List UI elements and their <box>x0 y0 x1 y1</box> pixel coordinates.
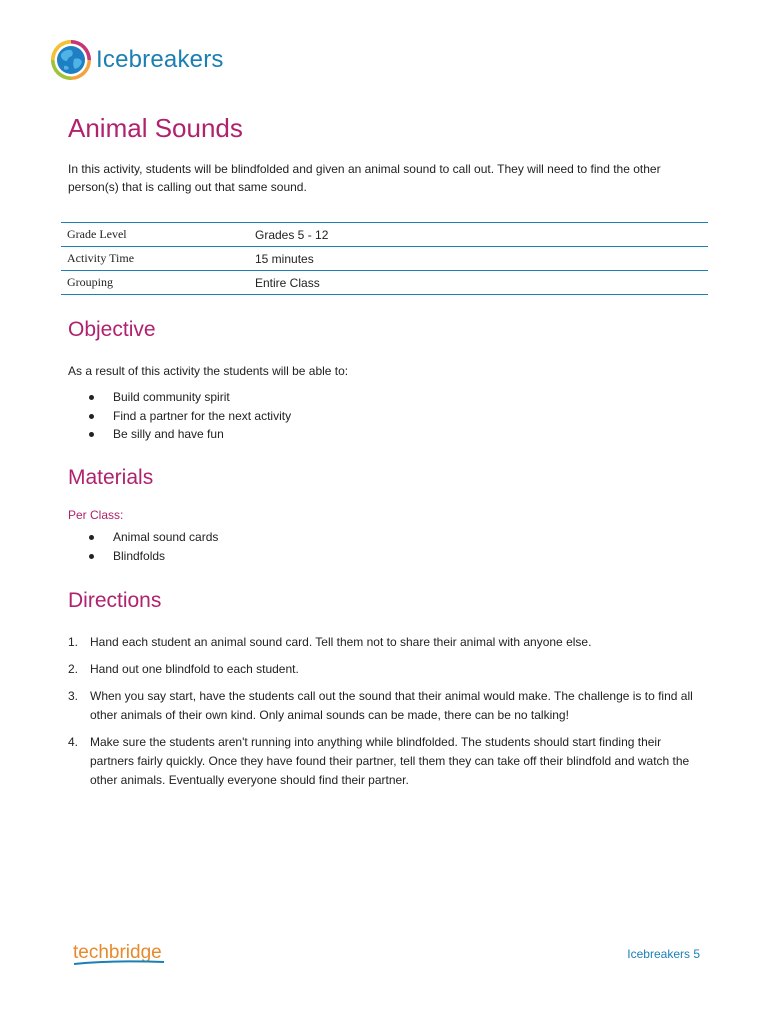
list-item-text: Find a partner for the next activity <box>113 408 292 423</box>
bullet-icon <box>89 554 94 559</box>
grade-level-label: Grade Level <box>61 223 249 247</box>
list-item <box>68 547 218 566</box>
techbridge-wordmark: techbridge <box>73 942 162 963</box>
list-item-text: Be silly and have fun <box>113 427 224 441</box>
bullet-icon <box>89 395 94 400</box>
list-item <box>68 633 708 652</box>
step-number: 4. <box>68 735 79 749</box>
materials-subheading: Per Class: <box>68 508 124 522</box>
materials-heading: Materials <box>68 466 154 489</box>
objective-heading: Objective <box>68 318 156 341</box>
intro-paragraph: In this activity, students will be blindfolded and given an animal sound to call out. They will need to find the other person(s) that is calling out that same sound. <box>68 162 661 194</box>
activity-time-value: 15 minutes <box>249 247 708 271</box>
table-row <box>61 247 708 271</box>
table-row <box>61 271 708 295</box>
grouping-label: Grouping <box>61 271 249 295</box>
materials-list <box>68 528 218 565</box>
list-item <box>68 528 218 547</box>
grouping-value: Entire Class <box>249 271 708 295</box>
step-text: Make sure the students aren't running into anything while blindfolded. The students should start finding their partners fairly quickly. Once they have found their partner, tell them they can take off their blindfold and watch the other animals. Eventually everyone should find their partner. <box>90 735 690 787</box>
activity-time-label: Activity Time <box>61 247 249 271</box>
step-text: When you say start, have the students call out the sound that their animal would make. The challenge is to find all other animals of their own kind. Only animal sounds can be made, there can be no talking! <box>90 689 693 722</box>
techbridge-logo <box>72 940 168 970</box>
list-item <box>68 388 291 407</box>
globe-icon <box>50 39 92 81</box>
directions-list <box>68 633 708 798</box>
list-item <box>68 687 708 725</box>
directions-heading: Directions <box>68 589 162 612</box>
list-item-text: Blindfolds <box>113 548 166 563</box>
header <box>50 39 224 81</box>
list-item <box>68 407 291 426</box>
activity-info-table <box>61 222 708 295</box>
brand-name: Icebreakers <box>96 46 224 73</box>
list-item-text: Build community spirit <box>113 390 230 404</box>
list-item <box>68 425 291 444</box>
bullet-icon <box>89 432 94 437</box>
step-number: 2. <box>68 662 79 676</box>
list-item <box>68 733 708 790</box>
list-item <box>68 660 708 679</box>
step-text: Hand out one blindfold to each student. <box>90 662 299 676</box>
bullet-icon <box>89 535 94 540</box>
objective-list <box>68 388 291 444</box>
step-number: 3. <box>68 689 79 703</box>
main-content <box>68 110 708 196</box>
bullet-icon <box>89 414 94 419</box>
list-item-text: Animal sound cards <box>113 530 219 544</box>
footer-page-label: Icebreakers 5 <box>627 947 700 961</box>
grade-level-value: Grades 5 - 12 <box>249 223 708 247</box>
step-text: Hand each student an animal sound card. Tell them not to share their animal with anyone else. <box>90 635 592 649</box>
step-number: 1. <box>68 635 79 649</box>
table-row <box>61 223 708 247</box>
objective-lead: As a result of this activity the students will be able to: <box>68 364 349 378</box>
page-title: Animal Sounds <box>68 113 243 143</box>
